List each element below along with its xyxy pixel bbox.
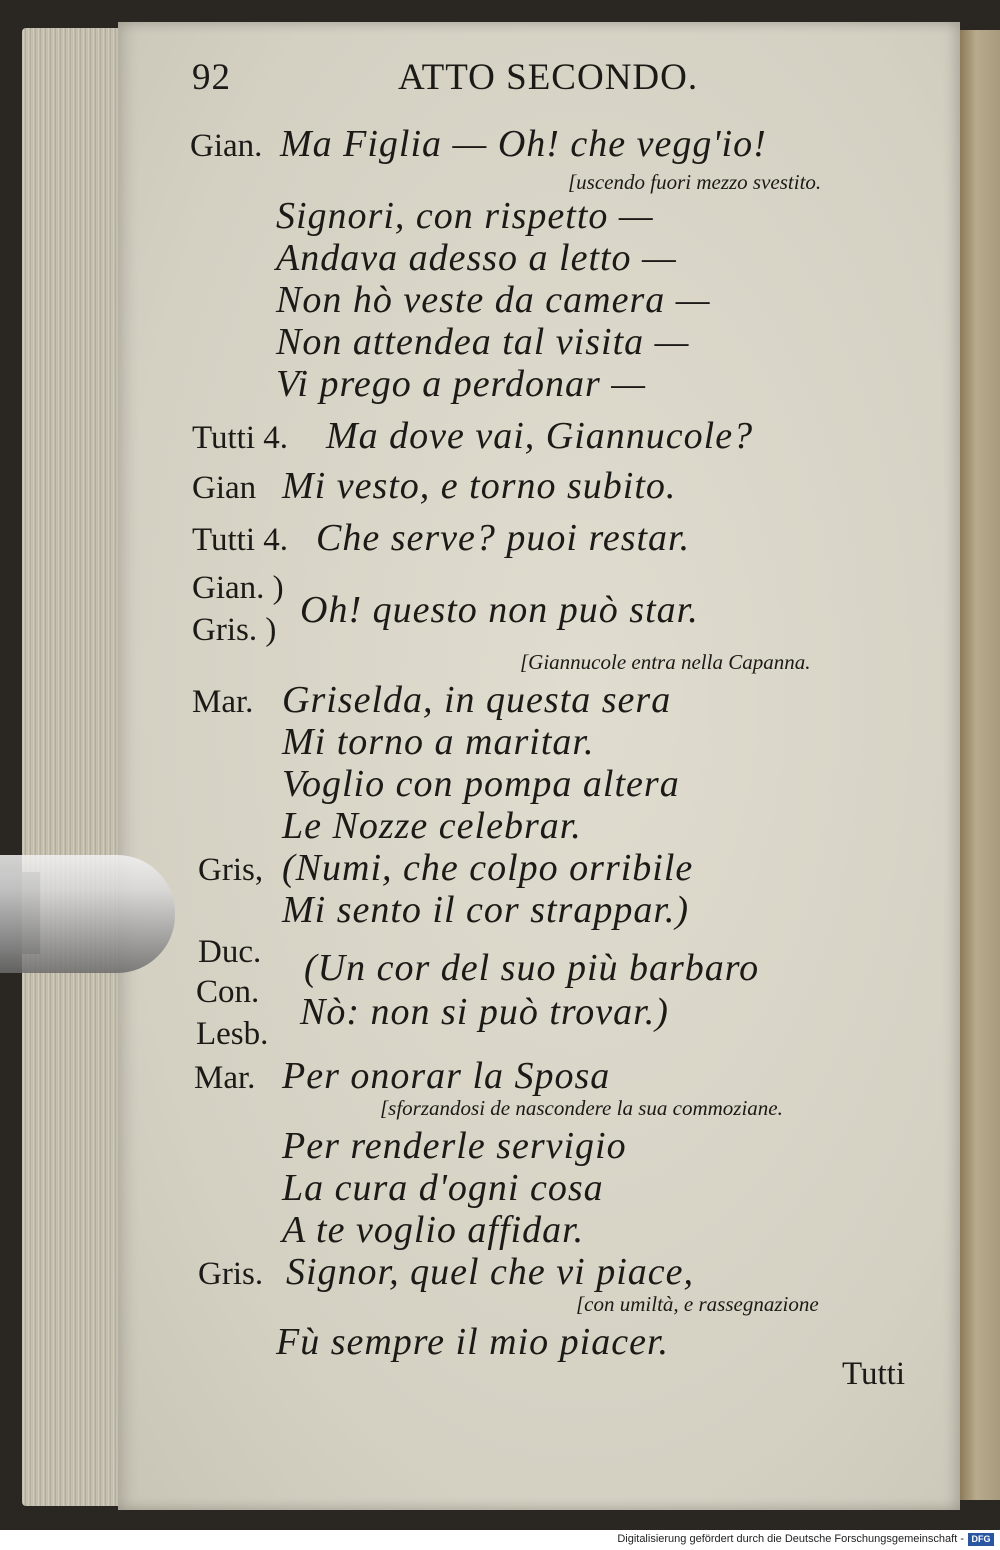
verse-line: Non hò veste da camera —	[276, 279, 711, 321]
verse-line: Ma Figlia — Oh! che vegg'io!	[280, 123, 767, 165]
speaker-label: Gris.	[198, 1256, 264, 1292]
verse-line: Fù sempre il mio piacer.	[276, 1321, 670, 1363]
verse-line: Le Nozze celebrar.	[282, 805, 582, 847]
page-number: 92	[192, 57, 231, 98]
verse-line: Mi torno a maritar.	[282, 721, 595, 763]
verse-line: Per onorar la Sposa	[282, 1055, 611, 1097]
speaker-label: Tutti 4.	[192, 522, 289, 558]
stage-direction: [sforzandosi de nascondere la sua commoziane.	[380, 1096, 783, 1120]
dfg-logo: DFG	[968, 1533, 994, 1546]
verse-line: Griselda, in questa sera	[282, 679, 672, 721]
verse-line: La cura d'ogni cosa	[282, 1167, 604, 1209]
speaker-label: Mar.	[192, 684, 254, 720]
verse-line: Nò: non si può trovar.)	[300, 991, 669, 1033]
speaker-label: Gian. )	[192, 570, 284, 606]
verse-line: A te voglio affidar.	[282, 1209, 585, 1251]
facing-page-edge	[960, 30, 1000, 1500]
speaker-label: Mar.	[194, 1060, 256, 1096]
verse-line: Voglio con pompa altera	[282, 763, 680, 805]
speaker-label: Duc.	[198, 934, 262, 970]
running-head: ATTO SECONDO.	[398, 57, 699, 98]
verse-line: (Un cor del suo più barbaro	[304, 947, 760, 989]
stage-direction: [Giannucole entra nella Capanna.	[520, 650, 811, 674]
verse-line: Oh! questo non può star.	[300, 589, 699, 631]
speaker-label: Lesb.	[196, 1016, 269, 1052]
verse-line: Mi vesto, e torno subito.	[282, 465, 677, 507]
footer-credit: Digitalisierung gefördert durch die Deutsche Forschungsgemeinschaft -	[617, 1533, 964, 1545]
verse-line: Signori, con rispetto —	[276, 195, 654, 237]
verse-line: Per renderle servigio	[282, 1125, 627, 1167]
stage-direction: [uscendo fuori mezzo svestito.	[568, 170, 822, 194]
verse-line: Andava adesso a letto —	[276, 237, 677, 279]
speaker-label: Tutti 4.	[192, 420, 289, 456]
stage-direction: [con umiltà, e rassegnazione	[576, 1292, 819, 1316]
page-clamp	[0, 855, 175, 973]
footer-bar	[0, 1530, 1000, 1550]
verse-line: Che serve? puoi restar.	[316, 517, 691, 559]
verse-line: Mi sento il cor strappar.)	[282, 889, 690, 931]
speaker-label: Con.	[196, 974, 260, 1010]
speaker-label: Gris,	[198, 852, 264, 888]
verse-line: Vi prego a perdonar —	[276, 363, 647, 405]
verse-line: Signor, quel che vi piace,	[286, 1251, 695, 1293]
verse-line: (Numi, che colpo orribile	[282, 847, 694, 889]
verse-line: Non attendea tal visita —	[276, 321, 690, 363]
speaker-label: Gian	[192, 470, 257, 506]
verse-line: Ma dove vai, Giannucole?	[326, 415, 754, 457]
speaker-label: Gris. )	[192, 612, 277, 648]
catchword: Tutti	[842, 1356, 906, 1392]
speaker-label: Gian.	[190, 128, 263, 164]
